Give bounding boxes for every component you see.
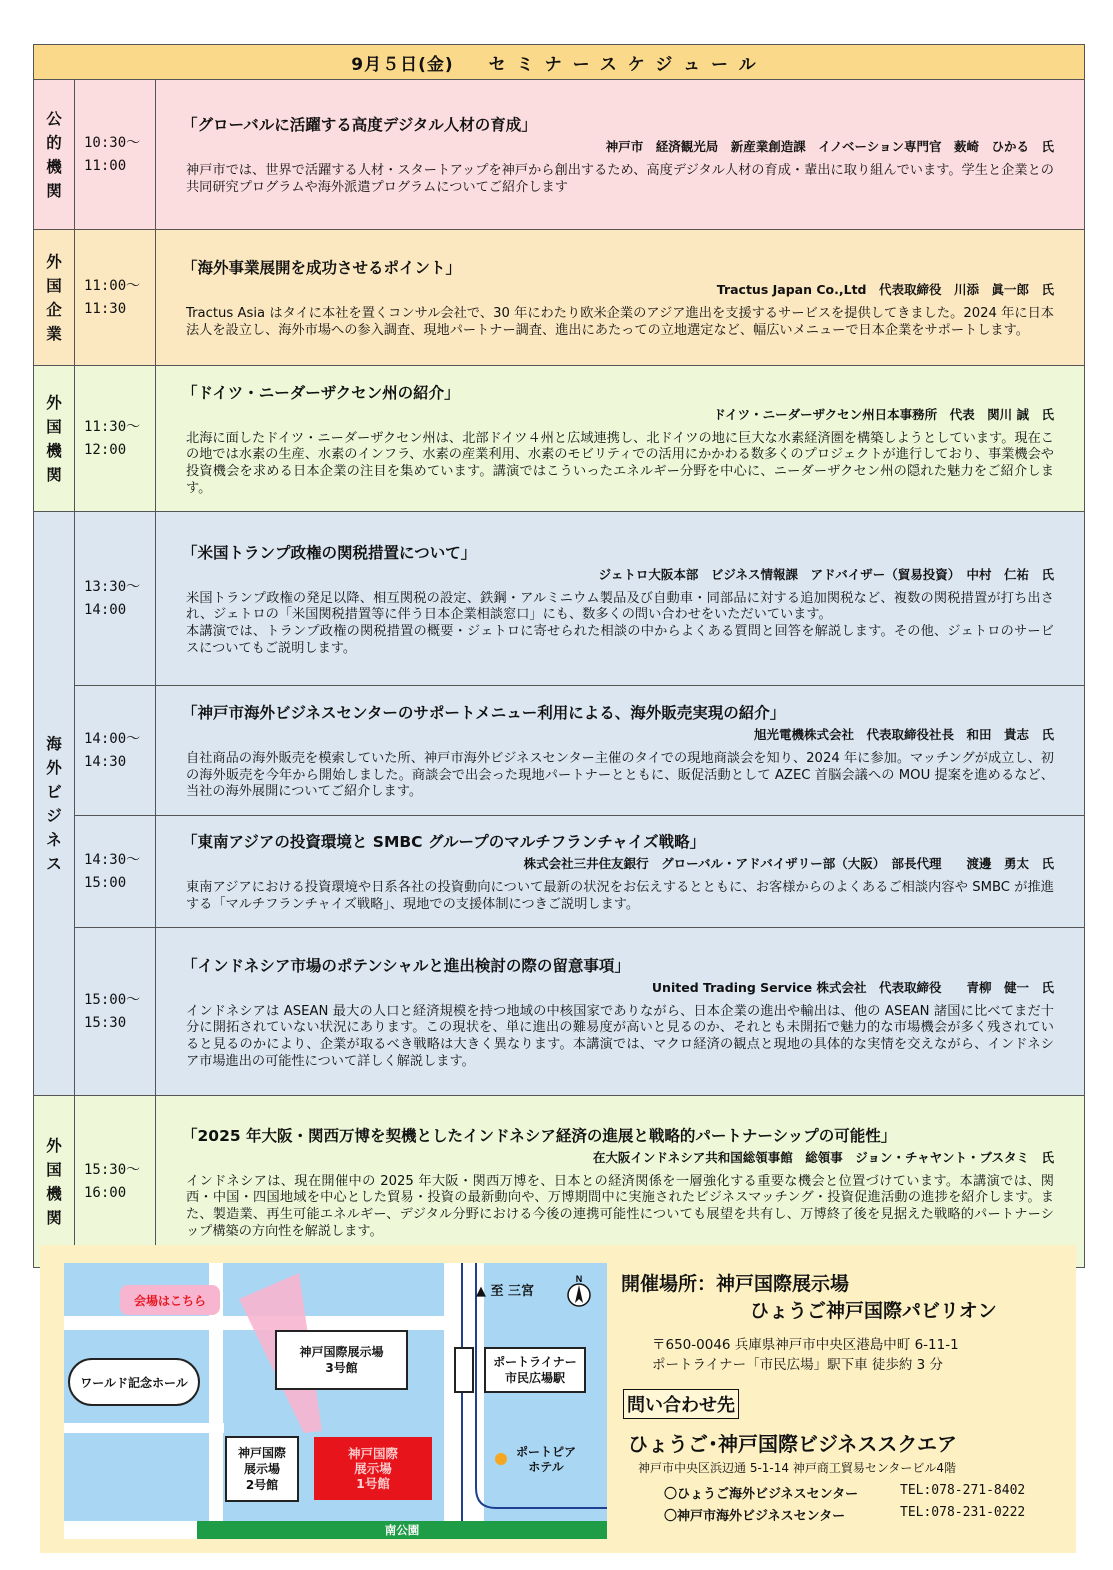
session-row — [34, 1096, 1085, 1268]
hall-3-box: 神戸国際展示場 3号館 — [275, 1330, 408, 1390]
session-row — [34, 230, 1085, 366]
north-compass-icon — [564, 1273, 594, 1309]
hall-2-box: 神戸国際 展示場 2号館 — [225, 1436, 299, 1502]
to-sannomiya-label: ▲ 至 三宮 — [476, 1284, 535, 1299]
session-time: 15:00～ 15:30 — [75, 928, 156, 1096]
session-speaker: Tractus Japan Co.,Ltd 代表取締役 川添 眞一郎 氏 — [716, 282, 1054, 298]
schedule-title: セミナースケジュール — [488, 54, 767, 75]
session-title: 「2025 年大阪・関西万博を契機としたインドネシア経済の進展と戦略的パートナーシップの可能性」 — [182, 1126, 897, 1145]
contact-center-tel[interactable]: TEL:078-271-8402 — [900, 1483, 1026, 1498]
session-description: Tractus Asia はタイに本社を置くコンサル会社で、30 年にわたり欧米企業のアジア進出を支援するサービスを提供してきました。2024 年に日本法人を設立し、海外市場への参入調査、現地パートナー調査、進出にあたっての立地選定など、幅広いメニューで日本企業をサポートします。 — [186, 306, 1054, 338]
session-speaker: 株式会社三井住友銀行 グローバル・アドバイザリー部（大阪） 部長代理 渡邊 勇太 氏 — [523, 856, 1054, 872]
category-cell: 海 外 ビ ジ ネ ス — [34, 512, 75, 1096]
hall-1-venue: 神戸国際 展示場 1号館 — [314, 1437, 432, 1500]
session-content — [156, 512, 1085, 686]
south-park: 南公園 — [197, 1521, 607, 1539]
session-content — [156, 816, 1085, 928]
session-title: 「グローバルに活躍する高度デジタル人材の育成」 — [182, 116, 537, 135]
session-content — [156, 80, 1085, 230]
session-title: 「海外事業展開を成功させるポイント」 — [182, 259, 462, 278]
session-description: 北海に面したドイツ・ニーダーザクセン州は、北部ドイツ４州と広域連携し、北ドイツの地に巨大な水素経済圏を構築しようとしています。現在この地では水素の生産、水素のインフラ、水素の産業利用、水素のモビリティでの活用にかかわる数多くのプロジェクトが進行しており、事業機会や投資機会を求める日本企業の注目を集めています。講演ではこういったエネルギー分野を中心に、ニーダーザクセン州の隠れた魅力をご紹介します。 — [186, 430, 1054, 496]
venue-here-label: 会場はこちら — [120, 1285, 220, 1315]
session-speaker: ジェトロ大阪本部 ビジネス情報課 アドバイザー（貿易投資） 中村 仁祐 氏 — [598, 566, 1054, 582]
venue-access: ポートライナー「市民広場」駅下車 徒歩約 3 分 — [652, 1357, 944, 1373]
north-mark: N — [575, 1274, 583, 1284]
session-title: 「東南アジアの投資環境と SMBC グループのマルチフランチャイズ戦略」 — [182, 833, 706, 852]
venue-map — [64, 1263, 607, 1539]
session-description: 米国トランプ政権の発足以降、相互関税の設定、鉄鋼・アルミニウム製品及び自動車・同部品に対する追加関税など、複数の関税措置が打ち出され、ジェトロの「米国関税措置等に伴う日本企業相談窓口」にも、数多くの問い合わせをいただいています。 — [186, 590, 1054, 623]
session-content — [156, 230, 1085, 366]
hotel-label: ポートピア ホテル — [515, 1445, 576, 1474]
category-cell: 公 的 機 関 — [34, 80, 75, 230]
seminar-schedule-table — [33, 44, 1085, 1268]
contact-center-name: 〇神戸市海外ビジネスセンター — [664, 1509, 846, 1524]
session-time: 11:30～ 12:00 — [75, 366, 156, 512]
session-time: 15:30～ 16:00 — [75, 1096, 156, 1268]
session-content — [156, 686, 1085, 816]
session-description-2: 本講演では、トランプ政権の関税措置の概要・ジェトロに寄せられた相談の中からよくある質問と回答を解説します。その他、ジェトロのサービスについてもご説明します。 — [186, 624, 1054, 656]
session-row — [34, 80, 1085, 230]
session-time: 10:30～ 11:00 — [75, 80, 156, 230]
session-speaker: 神戸市 経済観光局 新産業創造課 イノベーション専門官 薮崎 ひかる 氏 — [605, 139, 1054, 155]
portliner-station: ポートライナー 市民広場駅 — [484, 1347, 586, 1393]
schedule-date: 9月５日(金) — [351, 54, 454, 75]
session-speaker: ドイツ・ニーダーザクセン州日本事務所 代表 関川 誠 氏 — [713, 406, 1054, 422]
session-title: 「ドイツ・ニーダーザクセン州の紹介」 — [182, 383, 460, 402]
station-platform — [454, 1347, 474, 1393]
session-description: 自社商品の海外販売を模索していた所、神戸市海外ビジネスセンター主催のタイでの現地商談会を知り、2024 年に参加。マッチングが成立し、初の海外販売を今年から開始しました。商談会で出会った現地パートナーとともに、販促活動として AZEC 首脳会議への MOU 提案を進めるなど、当社の海外展開についてご紹介します。 — [186, 751, 1054, 800]
contact-org: ひょうご･神戸国際ビジネススクエア — [628, 1432, 957, 1456]
venue-info-panel — [40, 1245, 1076, 1553]
session-time: 11:00～ 11:30 — [75, 230, 156, 366]
session-speaker: United Trading Service 株式会社 代表取締役 青柳 健一 氏 — [651, 979, 1054, 995]
session-speaker: 在大阪インドネシア共和国総領事館 総領事 ジョン・チャヤント・ブスタミ 氏 — [592, 1149, 1054, 1165]
contact-heading: 問い合わせ先 — [623, 1389, 739, 1419]
category-cell: 外 国 企 業 — [34, 230, 75, 366]
session-title: 「米国トランプ政権の関税措置について」 — [182, 543, 477, 562]
session-description: 東南アジアにおける投資環境や日系各社の投資動向について最新の状況をお伝えするとともに、お客様からのよくあるご相談内容や SMBC が推進する「マルチフランチャイズ戦略」、現地での支援体制につきご説明します。 — [186, 880, 1054, 912]
schedule-header — [34, 45, 1085, 80]
session-title: 「神戸市海外ビジネスセンターのサポートメニュー利用による、海外販売実現の紹介」 — [182, 704, 786, 723]
contact-address: 神戸市中央区浜辺通 5-1-14 神戸商工貿易センタービル4階 — [638, 1461, 956, 1475]
category-cell: 外 国 機 関 — [34, 1096, 75, 1268]
category-cell: 外 国 機 関 — [34, 366, 75, 512]
session-row — [34, 512, 1085, 686]
session-content — [156, 366, 1085, 512]
contact-center-tel[interactable]: TEL:078-231-0222 — [900, 1505, 1026, 1520]
session-description: インドネシアは、現在開催中の 2025 年大阪・関西万博を、日本との経済関係を一層強化する重要な機会と位置づけています。本講演では、関西・中国・四国地域を中心とした貿易・投資の最新動向や、万博期間中に実施されたビジネスマッチング・投資促進活動の進捗を紹介します。また、製造業、再生可能エネルギー、デジタル分野における今後の連携可能性についても展望を共有し、万博終了後を見据えた戦略的パートナーシップ構築の方向性を解説します。 — [186, 1173, 1054, 1239]
session-row — [34, 686, 1085, 816]
session-content — [156, 1096, 1085, 1268]
venue-pavilion: ひょうご神戸国際パビリオン — [750, 1300, 997, 1322]
venue-label: 開催場所：神戸国際展示場 — [621, 1273, 850, 1295]
session-time: 14:00～ 14:30 — [75, 686, 156, 816]
session-description: 神戸市では、世界で活躍する人材・スタートアップを神戸から創出するため、高度デジタル人材の育成・輩出に取り組んでいます。学生と企業との共同研究プログラムや海外派遣プログラムについてご紹介します — [186, 163, 1054, 195]
session-row — [34, 928, 1085, 1096]
session-speaker: 旭光電機株式会社 代表取締役社長 和田 貴志 氏 — [753, 727, 1054, 743]
session-content — [156, 928, 1085, 1096]
venue-address: 〒650-0046 兵庫県神戸市中央区港島中町 6-11-1 — [652, 1337, 959, 1353]
session-row — [34, 816, 1085, 928]
session-time: 14:30～ 15:00 — [75, 816, 156, 928]
session-description: インドネシアは ASEAN 最大の人口と経済規模を持つ地域の中核国家でありながら、日本企業の進出や輸出は、他の ASEAN 諸国に比べてまだ十分に開拓されていない状況にあります。この現状を、単に進出の難易度が高いと見るのか、それとも未開拓で魅力的な市場機会が多く残されていると見るのかにより、企業が取るべき戦略は大きく異なります。本講演では、マクロ経済の観点と現地の具体的な実情を交えながら、インドネシア市場進出の可能性について詳しく解説します。 — [186, 1003, 1054, 1069]
world-hall: ワールド記念ホール — [68, 1358, 200, 1406]
hotel-marker-icon — [494, 1452, 508, 1466]
session-row — [34, 366, 1085, 512]
contact-center-name: 〇ひょうご海外ビジネスセンター — [664, 1487, 859, 1502]
session-time: 13:30～ 14:00 — [75, 512, 156, 686]
session-title: 「インドネシア市場のポテンシャルと進出検討の際の留意事項」 — [182, 956, 630, 975]
